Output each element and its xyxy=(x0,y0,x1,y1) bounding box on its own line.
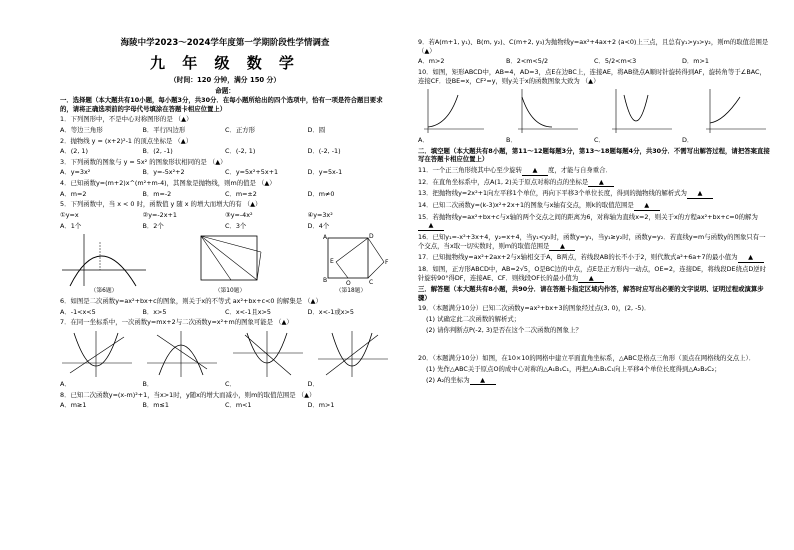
q10-graph-d xyxy=(700,87,770,135)
q10-graph-c xyxy=(606,87,676,135)
q9-stem: 9．若A(m+1, y₁)、B(m, y₂)、C(m+2, y₃)为抛物线y=ax²+4ax+2 (a<0)上三点，且总有y₁>y₃>y₂，则m的取值范围是 （▲） xyxy=(418,38,769,55)
q3-stem: 3．下列函数的图象与 y = 5x² 的图象形状相同的是 （▲） xyxy=(60,157,227,166)
fig18-label-c: C xyxy=(369,279,374,287)
fig-q6 xyxy=(60,232,148,296)
fig18-label-f: F xyxy=(385,259,389,267)
q11: 11．一个正三角形绕其中心至少旋转 ▲ 度，才能与自身重合． xyxy=(418,166,612,175)
school-title: 海陵中学2023～2024学年度第一学期阶段性学情调查 xyxy=(120,38,330,48)
q13: 13．把抛物线y=2x²+1向左平移1个单位，再向下平移3个单位长度，得到的抛物线的解析式为 ▲ xyxy=(418,189,770,199)
subject-title: 九 年 级 数 学 xyxy=(150,54,300,73)
q18: 18．如图，正方形ABCD中，AB=2√5，O是BC边的中点，点E是正方形内一动点，OE=2，连接DE，将线段DE绕点D逆时针旋转90°得DF，连接AE、CF．则线段OF长的最小值为 ▲ xyxy=(418,264,767,282)
q16: 16．已知y₁=-x²+3x+4，y₂=x+4，当y₁<y₂时，函数y=y₁，当y₁≥y₂时，函数y=y₂．若直线y=m与函数y的图象只有一个交点，当x取一切实数时，则m的取值范围是 ▲ xyxy=(418,232,766,250)
q4-options: A．m=2 B．m=-2 C．m=±2 D．m≠0 xyxy=(60,189,335,198)
q7-graph-d xyxy=(316,329,390,379)
fig-q6-caption: （第6题） xyxy=(90,288,118,295)
q1-stem: 1．下列图形中，不是中心对称图形的是 （▲） xyxy=(60,115,193,124)
fig-q18-caption: （第18题） xyxy=(335,288,367,295)
q8-stem: 8．已知二次函数y=(x-m)²+1，当x>1时，y随x的增大而减小，则m的取值范围是 （▲） xyxy=(60,390,316,399)
q3-options: A．y=3x² B．y=-5x²+2 C．y=5x²+5x+1 D．y=5x-1 xyxy=(60,168,343,177)
q7-graphs xyxy=(60,329,390,379)
fig18-label-d: D xyxy=(369,233,374,241)
fig-q6-graph xyxy=(60,232,148,288)
paper-header xyxy=(60,38,390,96)
q7-stem: 7．在同一坐标系中，一次函数y=mx+2与二次函数y=x²+m的图象可能是 （▲） xyxy=(60,318,293,327)
exam-meta: （时间：120 分钟，满分 150 分） xyxy=(169,75,281,84)
q15: 15．若抛物线y=ax²+bx+c与x轴的两个交点之间的距离为6，对称轴为直线x=2，则关于x的方程ax²+bx+c=0的解为▲ xyxy=(418,212,758,230)
q20: 20．（本题满分10分）如图，在10×10的网格中建立平面直角坐标系，△ABC是格点三角形（顶点在网格线的交点上）． xyxy=(418,354,756,363)
q6-stem: 6．如图是二次函数y=ax²+bx+c的图象，则关于x的不等式 ax²+bx+c<0 的解集是 （▲） xyxy=(60,297,322,306)
fig18-label-b: B xyxy=(323,277,328,285)
q1-options: A．等边三角形 B．平行四边形 C．正方形 D．圆 xyxy=(60,125,326,134)
left-column xyxy=(60,96,390,412)
q5-stem: 5．下列函数中，当 x < 0 时，函数值 y 随 x 的增大而增大的有 （▲） xyxy=(60,200,262,209)
fig-q10 xyxy=(191,232,269,296)
section2-intro: 二．填空题（本大题共有8小题，第11～12题每题3分，第13～18题每题4分，共30分．不需写出解答过程，请把答案直接写在答题卡相应位置上） xyxy=(418,146,770,164)
left-figures xyxy=(60,232,390,296)
q14: 14．已知二次函数y=(k-3)x²+2x+1的图象与x轴有交点，则k的取值范围是 ▲ xyxy=(418,201,770,211)
section3-intro: 三．解答题（本大题共有8小题，共90分．请在答题卡指定区域内作答，解答时应写出必要的文字说明、证明过程或演算步骤） xyxy=(418,285,764,302)
q10-stem: 10．如图，矩形ABCD中，AB=4，AD=3，点E在边BC上，连接AE，将AB绕点A顺时针旋转得到AF，旋转角等于∠BAC，连接CF．设BE=x，CF²=y，则y关于x的函数图象大致为 （▲） xyxy=(418,67,766,85)
fig-q18 xyxy=(312,232,390,296)
q7-options: A． B． C． D． xyxy=(60,380,319,389)
q10-options: A． B． C． D． xyxy=(418,136,694,145)
q17: 17．已知抛物线y=ax²+2ax+2与x轴相交于A，B两点，若线段AB的长不小于2，则代数式a²+6a+7的最小值为 ▲ xyxy=(418,253,770,263)
section1-intro: 一．选择题（本大题共有10小题，每小题3分，共30分．在每小题所给出的四个选项中，恰有一项是符合题目要求的，请将正确选项前的字母代号填涂在答题卡相应位置上） xyxy=(60,96,383,113)
fig-q10-caption: （第10题） xyxy=(214,288,246,295)
q2-stem: 2．抛物线 y = (x+2)²-1 的顶点坐标是 （▲） xyxy=(60,136,193,145)
q19-part1: (1) 试确定此二次函数的解析式； xyxy=(426,315,521,324)
q7-graph-a xyxy=(60,329,134,379)
fig-q18-square xyxy=(312,232,390,288)
q20-part2: (2) A₂的坐标为 ▲ xyxy=(418,376,770,386)
fig18-label-o: O xyxy=(346,280,351,288)
fig18-label-e: E xyxy=(330,258,334,266)
q9-options: A．m>2 B．2<m<5/2 C．5/2<m<3 D．m>1 xyxy=(418,57,709,66)
q2-options: A．(2, 1) B．(2, -1) C．(-2, 1) D．(-2, -1) xyxy=(60,147,341,156)
q6-options: A．-1<x<5 B．x>5 C．x<-1且x>5 D．x<-1或x>5 xyxy=(60,307,354,316)
q10-graphs xyxy=(418,87,770,135)
q5-funcs: ①y=x ②y=-2x+1 ③y=-4x² ④y=3x² xyxy=(60,211,333,220)
q10-graph-b xyxy=(512,87,582,135)
q7-graph-b xyxy=(145,329,219,379)
author-note: 命题： xyxy=(215,86,235,95)
q4-stem: 4．已知函数y=(m+2)x^(m²+m-4)，其图象是抛物线，则m的值是 （▲） xyxy=(60,179,276,188)
q19-part2: (2) 请你判断点P(-2, 3)是否在这个二次函数的图象上？ xyxy=(426,325,582,334)
q8-options: A．m≥1 B．m≤1 C．m<1 D．m>1 xyxy=(60,401,335,410)
fig18-label-a: A xyxy=(323,234,328,242)
q19: 19．（本题满分10分）已知二次函数y=ax²+bx+3的图象经过点(3, 0)，(2, -5)． xyxy=(418,304,651,313)
fig-q10-rectangle xyxy=(191,232,269,288)
q12: 12．在直角坐标系中，点A(1, 2)关于原点对称的点的坐标是 ▲ xyxy=(418,178,770,188)
q7-graph-c xyxy=(231,329,305,379)
q20-part1: (1) 先作△ABC关于原点O的成中心对称的△A₁B₁C₁，再把△A₁B₁C₁向上平移4个单位长度得到△A₂B₂C₂； xyxy=(426,365,721,374)
q5-options: A．1个 B．2个 C．3个 D．4个 xyxy=(60,221,330,230)
q10-graph-a xyxy=(418,87,488,135)
right-column xyxy=(418,38,770,387)
